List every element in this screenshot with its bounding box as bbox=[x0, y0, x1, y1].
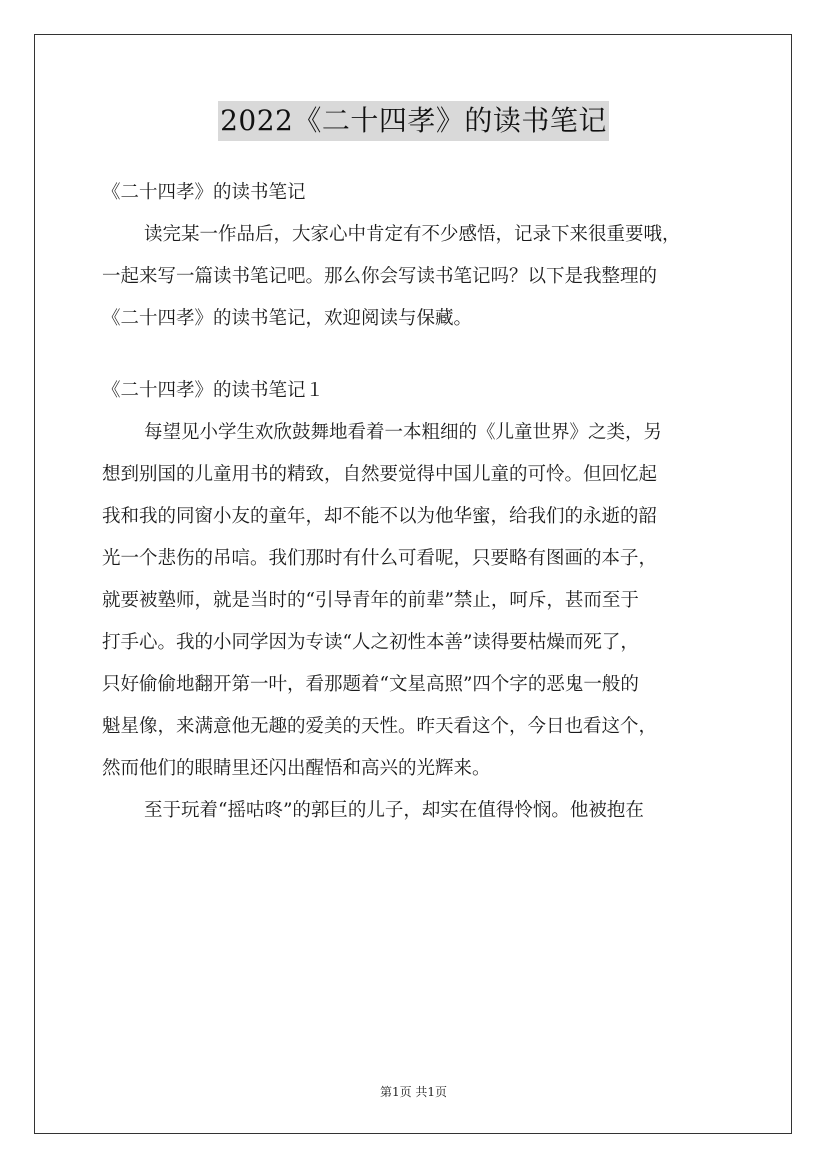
paragraph1-line-5: 就要被塾师，就是当时的“引导青年的前辈”禁止，呵斥，甚而至于 bbox=[102, 590, 639, 611]
paragraph1-line-4: 光一个悲伤的吊唁。我们那时有什么可看呢，只要略有图画的本子， bbox=[102, 548, 658, 569]
section-heading: 《二十四孝》的读书笔记１ bbox=[102, 380, 325, 401]
title-container bbox=[0, 101, 827, 141]
document-title: 2022《二十四孝》的读书笔记 bbox=[218, 101, 609, 141]
subtitle: 《二十四孝》的读书笔记 bbox=[102, 182, 306, 203]
paragraph1-line-9: 然而他们的眼睛里还闪出醒悟和高兴的光辉来。 bbox=[102, 758, 491, 779]
paragraph1-line-7: 只好偷偷地翻开第一叶，看那题着“文星高照”四个字的恶鬼一般的 bbox=[102, 674, 639, 695]
paragraph1-line-6: 打手心。我的小同学因为专读“人之初性本善”读得要枯燥而死了， bbox=[102, 632, 639, 653]
paragraph2-line-1: 至于玩着“摇咕咚”的郭巨的儿子，却实在值得怜悯。他被抱在 bbox=[144, 800, 644, 821]
intro-line-3: 《二十四孝》的读书笔记，欢迎阅读与保藏。 bbox=[102, 308, 473, 329]
page-number: 第1页 共1页 bbox=[379, 1085, 448, 1099]
paragraph1-line-2: 想到别国的儿童用书的精致，自然要觉得中国儿童的可怜。但回忆起 bbox=[102, 464, 658, 485]
paragraph1-line-8: 魁星像，来满意他无趣的爱美的天性。昨天看这个，今日也看这个， bbox=[102, 716, 658, 737]
page-footer bbox=[0, 1083, 827, 1100]
section-gap bbox=[102, 340, 742, 370]
intro-line-1: 读完某一作品后，大家心中肯定有不少感悟，记录下来很重要哦， bbox=[144, 224, 681, 245]
intro-line-2: 一起来写一篇读书笔记吧。那么你会写读书笔记吗？以下是我整理的 bbox=[102, 266, 658, 287]
document-body bbox=[102, 172, 742, 832]
paragraph1-line-1: 每望见小学生欢欣鼓舞地看着一本粗细的《儿童世界》之类，另 bbox=[144, 422, 663, 443]
paragraph1-line-3: 我和我的同窗小友的童年，却不能不以为他华蜜，给我们的永逝的韶 bbox=[102, 506, 658, 527]
